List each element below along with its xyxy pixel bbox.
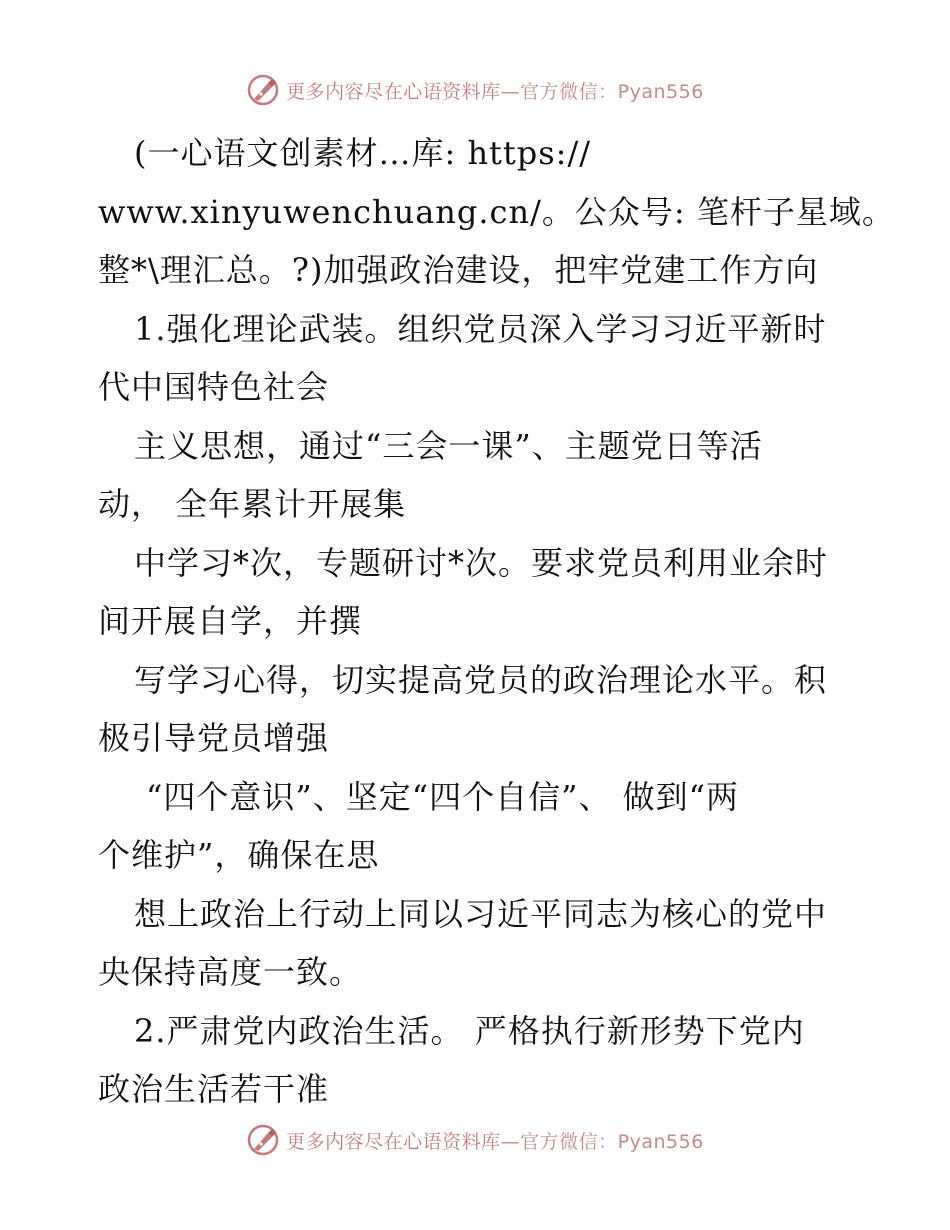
paragraph-line: 1.强化理论武装。组织党员深入学习习近平新时 — [134, 309, 827, 348]
paragraph-line: 写学习心得，切实提高党员的政治理论水平。积 — [134, 660, 828, 699]
paragraph-line: 主义思想，通过“三会一课”、主题党日等活 — [134, 426, 763, 465]
paragraph-line: 代中国特色社会 — [98, 368, 330, 406]
paragraph-line: 2.严肃党内政治生活。 严格执行新形势下党内 — [134, 1011, 805, 1050]
paragraph-line: 极引导党员增强 — [98, 719, 330, 757]
watermark-text: 更多内容尽在心语资料库—官方微信：Pyan556 — [286, 1130, 704, 1153]
document-body — [98, 124, 895, 1119]
paragraph-line: 中学习*次，专题研讨*次。要求党员利用业余时 — [134, 543, 829, 582]
pen-nib-logo-icon — [246, 1123, 280, 1157]
paragraph-line: 间开展自学，并撰 — [98, 602, 363, 640]
paragraph-line: 整*\理汇总。?)加强政治建设，把牢党建工作方向 — [98, 251, 819, 289]
watermark-text: 更多内容尽在心语资料库—官方微信：Pyan556 — [286, 80, 704, 103]
paragraph-line: “四个意识”、坚定“四个自信”、 做到“两 — [146, 777, 739, 816]
pen-nib-logo-icon — [246, 73, 280, 107]
paragraph-line: (一心语文创素材…库: https:// — [134, 134, 592, 172]
paragraph-line: 央保持高度一致。 — [98, 953, 363, 991]
paragraph-line: 想上政治上行动上同以习近平同志为核心的党中 — [134, 894, 828, 933]
paragraph-line: www.xinyuwenchuang.cn/。公众号: 笔杆子星域。 — [98, 192, 895, 231]
footer-watermark — [0, 1120, 950, 1160]
paragraph-line: 政治生活若干准 — [98, 1070, 330, 1108]
paragraph-line: 动， 全年累计开展集 — [98, 485, 407, 523]
paragraph-line: 个维护”，确保在思 — [98, 836, 380, 874]
header-watermark — [0, 70, 950, 110]
